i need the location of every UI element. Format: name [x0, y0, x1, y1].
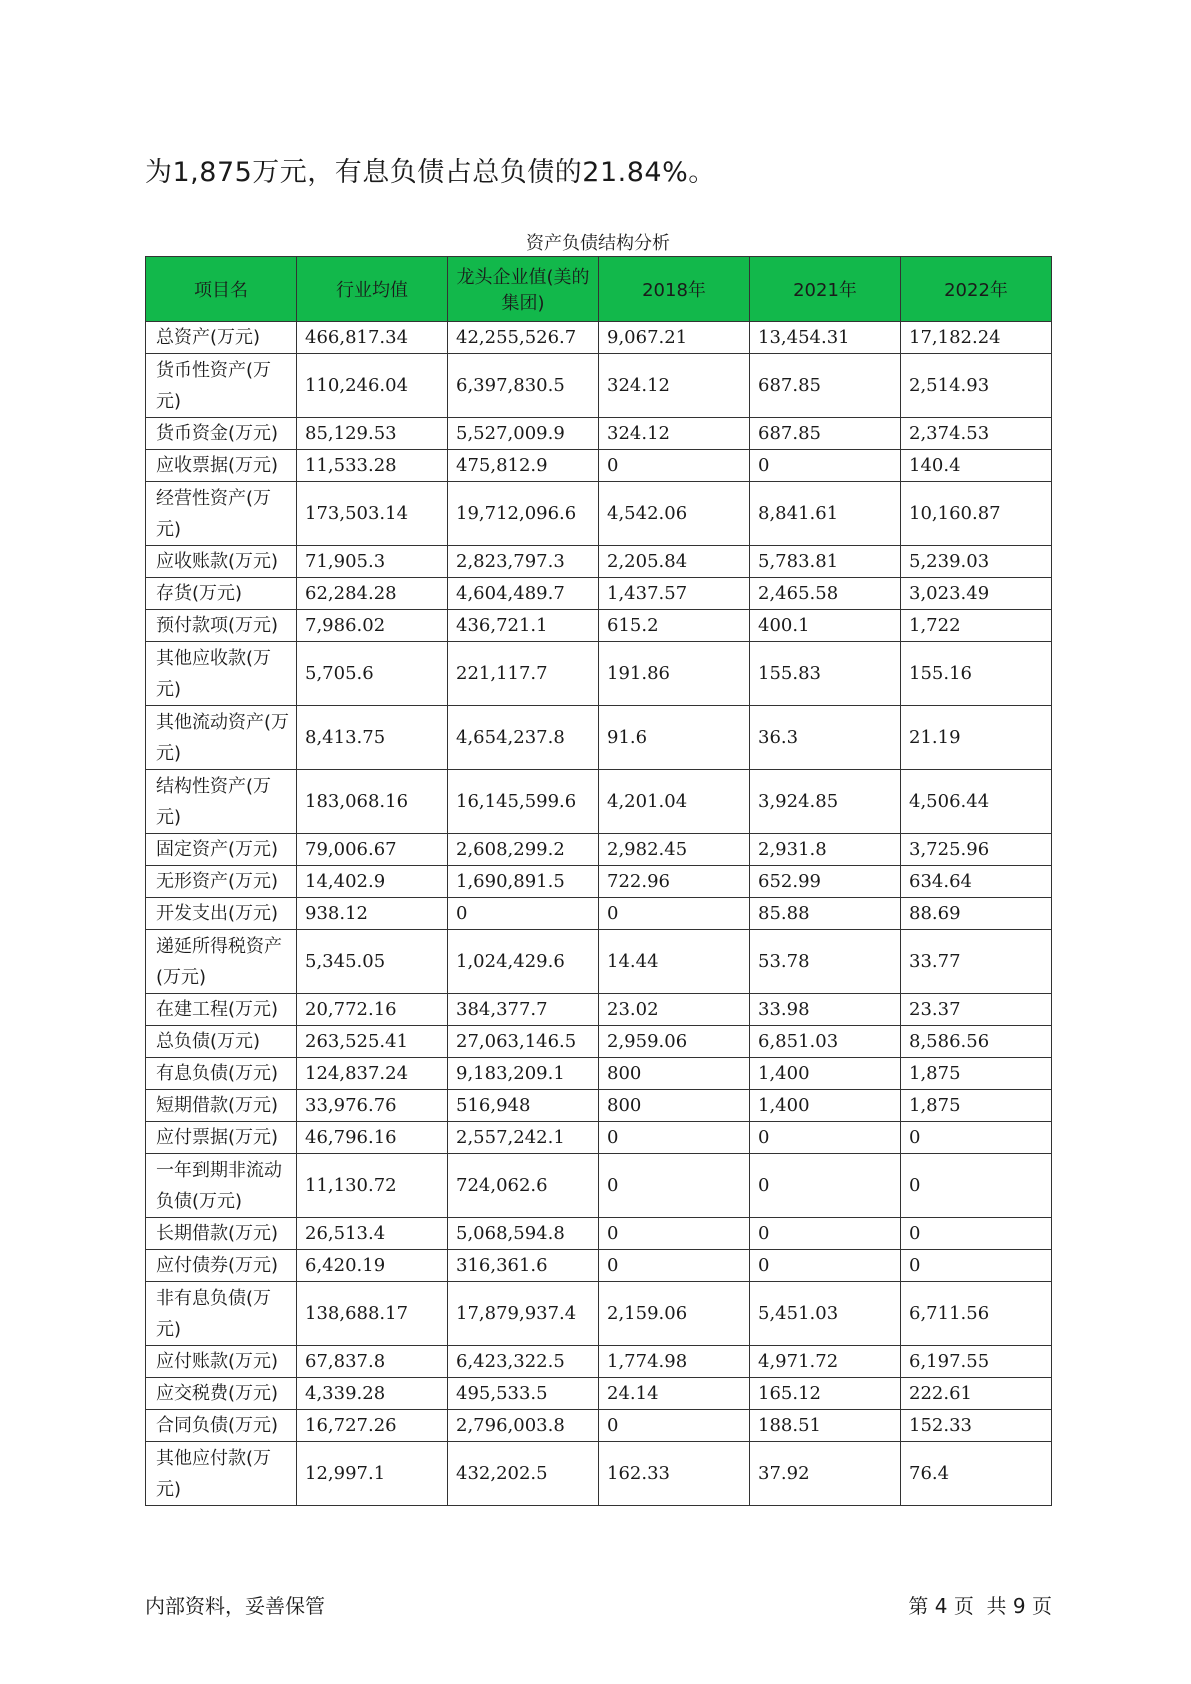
row-label: 货币性资产(万元)	[146, 354, 297, 418]
footer-confidential-note: 内部资料，妥善保管	[145, 1594, 325, 1618]
row-value-cell: 10,160.87	[901, 482, 1052, 546]
row-value-cell: 1,774.98	[599, 1346, 750, 1378]
row-value-cell: 652.99	[750, 866, 901, 898]
row-value-cell: 0	[599, 1154, 750, 1218]
row-value-cell: 724,062.6	[448, 1154, 599, 1218]
table-row	[146, 770, 1052, 834]
row-value-cell: 6,197.55	[901, 1346, 1052, 1378]
row-value-cell: 2,959.06	[599, 1026, 750, 1058]
table-row	[146, 1250, 1052, 1282]
row-label: 有息负债(万元)	[146, 1058, 297, 1090]
row-value-cell: 67,837.8	[297, 1346, 448, 1378]
row-value-cell: 2,931.8	[750, 834, 901, 866]
row-value-cell: 2,465.58	[750, 578, 901, 610]
row-label: 开发支出(万元)	[146, 898, 297, 930]
row-value-cell: 0	[750, 1218, 901, 1250]
row-value-cell: 5,068,594.8	[448, 1218, 599, 1250]
row-value-cell: 2,374.53	[901, 418, 1052, 450]
asset-liability-table	[145, 256, 1052, 1506]
row-value-cell: 0	[750, 450, 901, 482]
row-value-cell: 316,361.6	[448, 1250, 599, 1282]
table-row	[146, 450, 1052, 482]
row-value-cell: 5,239.03	[901, 546, 1052, 578]
row-label: 其他应付款(万元)	[146, 1442, 297, 1506]
row-value-cell: 5,705.6	[297, 642, 448, 706]
row-value-cell: 9,183,209.1	[448, 1058, 599, 1090]
row-label: 合同负债(万元)	[146, 1410, 297, 1442]
table-row	[146, 1378, 1052, 1410]
row-value-cell: 687.85	[750, 418, 901, 450]
row-value-cell: 165.12	[750, 1378, 901, 1410]
row-value-cell: 687.85	[750, 354, 901, 418]
row-value-cell: 110,246.04	[297, 354, 448, 418]
table-row	[146, 930, 1052, 994]
row-value-cell: 5,451.03	[750, 1282, 901, 1346]
table-row	[146, 1154, 1052, 1218]
header-cell-leader: 龙头企业值(美的集团)	[448, 257, 599, 322]
row-value-cell: 5,527,009.9	[448, 418, 599, 450]
row-label: 应付债券(万元)	[146, 1250, 297, 1282]
row-value-cell: 3,924.85	[750, 770, 901, 834]
row-value-cell: 2,205.84	[599, 546, 750, 578]
row-label: 无形资产(万元)	[146, 866, 297, 898]
row-value-cell: 21.19	[901, 706, 1052, 770]
row-value-cell: 432,202.5	[448, 1442, 599, 1506]
header-cell-2018: 2018年	[599, 257, 750, 322]
row-value-cell: 53.78	[750, 930, 901, 994]
row-value-cell: 9,067.21	[599, 322, 750, 354]
row-value-cell: 6,420.19	[297, 1250, 448, 1282]
row-value-cell: 71,905.3	[297, 546, 448, 578]
row-value-cell: 1,722	[901, 610, 1052, 642]
table-row	[146, 546, 1052, 578]
row-label: 其他流动资产(万元)	[146, 706, 297, 770]
row-value-cell: 0	[901, 1154, 1052, 1218]
row-value-cell: 2,608,299.2	[448, 834, 599, 866]
row-value-cell: 91.6	[599, 706, 750, 770]
row-label: 应收票据(万元)	[146, 450, 297, 482]
table-header	[146, 257, 1052, 322]
table-row	[146, 1090, 1052, 1122]
row-value-cell: 88.69	[901, 898, 1052, 930]
row-value-cell: 0	[599, 898, 750, 930]
row-value-cell: 3,725.96	[901, 834, 1052, 866]
row-label: 总负债(万元)	[146, 1026, 297, 1058]
table-row	[146, 1282, 1052, 1346]
row-value-cell: 36.3	[750, 706, 901, 770]
row-value-cell: 4,604,489.7	[448, 578, 599, 610]
row-value-cell: 6,423,322.5	[448, 1346, 599, 1378]
table-body	[146, 322, 1052, 1506]
row-value-cell: 1,437.57	[599, 578, 750, 610]
row-value-cell: 1,875	[901, 1058, 1052, 1090]
row-label: 经营性资产(万元)	[146, 482, 297, 546]
row-value-cell: 5,783.81	[750, 546, 901, 578]
table-row	[146, 1058, 1052, 1090]
row-value-cell: 0	[901, 1122, 1052, 1154]
row-value-cell: 14,402.9	[297, 866, 448, 898]
row-value-cell: 11,130.72	[297, 1154, 448, 1218]
row-value-cell: 17,879,937.4	[448, 1282, 599, 1346]
table-row	[146, 1442, 1052, 1506]
row-value-cell: 2,514.93	[901, 354, 1052, 418]
table-row	[146, 866, 1052, 898]
row-value-cell: 722.96	[599, 866, 750, 898]
row-value-cell: 155.16	[901, 642, 1052, 706]
table-row	[146, 834, 1052, 866]
row-value-cell: 12,997.1	[297, 1442, 448, 1506]
table-row	[146, 1026, 1052, 1058]
row-value-cell: 188.51	[750, 1410, 901, 1442]
row-value-cell: 85,129.53	[297, 418, 448, 450]
intro-paragraph: 为1,875万元，有息负债占总负债的21.84%。	[145, 157, 716, 188]
row-value-cell: 138,688.17	[297, 1282, 448, 1346]
table-row	[146, 578, 1052, 610]
row-value-cell: 3,023.49	[901, 578, 1052, 610]
row-value-cell: 2,796,003.8	[448, 1410, 599, 1442]
row-value-cell: 466,817.34	[297, 322, 448, 354]
row-value-cell: 615.2	[599, 610, 750, 642]
table-row	[146, 322, 1052, 354]
table-row	[146, 482, 1052, 546]
row-value-cell: 37.92	[750, 1442, 901, 1506]
row-label: 短期借款(万元)	[146, 1090, 297, 1122]
row-value-cell: 4,654,237.8	[448, 706, 599, 770]
row-value-cell: 1,024,429.6	[448, 930, 599, 994]
row-value-cell: 4,201.04	[599, 770, 750, 834]
row-value-cell: 516,948	[448, 1090, 599, 1122]
row-value-cell: 8,413.75	[297, 706, 448, 770]
row-value-cell: 23.37	[901, 994, 1052, 1026]
table-row	[146, 1346, 1052, 1378]
row-label: 应交税费(万元)	[146, 1378, 297, 1410]
row-value-cell: 14.44	[599, 930, 750, 994]
row-value-cell: 8,586.56	[901, 1026, 1052, 1058]
row-value-cell: 400.1	[750, 610, 901, 642]
row-value-cell: 173,503.14	[297, 482, 448, 546]
row-value-cell: 263,525.41	[297, 1026, 448, 1058]
row-value-cell: 800	[599, 1058, 750, 1090]
row-value-cell: 20,772.16	[297, 994, 448, 1026]
row-value-cell: 17,182.24	[901, 322, 1052, 354]
row-value-cell: 19,712,096.6	[448, 482, 599, 546]
row-value-cell: 4,506.44	[901, 770, 1052, 834]
row-label: 在建工程(万元)	[146, 994, 297, 1026]
row-value-cell: 324.12	[599, 418, 750, 450]
row-label: 应收账款(万元)	[146, 546, 297, 578]
row-value-cell: 85.88	[750, 898, 901, 930]
row-value-cell: 27,063,146.5	[448, 1026, 599, 1058]
row-value-cell: 8,841.61	[750, 482, 901, 546]
table-row	[146, 610, 1052, 642]
table-row	[146, 1410, 1052, 1442]
table-row	[146, 1122, 1052, 1154]
row-label: 递延所得税资产(万元)	[146, 930, 297, 994]
row-value-cell: 26,513.4	[297, 1218, 448, 1250]
row-label: 长期借款(万元)	[146, 1218, 297, 1250]
row-value-cell: 4,971.72	[750, 1346, 901, 1378]
row-value-cell: 1,690,891.5	[448, 866, 599, 898]
row-value-cell: 33,976.76	[297, 1090, 448, 1122]
row-value-cell: 2,982.45	[599, 834, 750, 866]
header-row	[146, 257, 1052, 322]
row-value-cell: 1,400	[750, 1058, 901, 1090]
row-value-cell: 33.77	[901, 930, 1052, 994]
row-value-cell: 1,875	[901, 1090, 1052, 1122]
row-value-cell: 634.64	[901, 866, 1052, 898]
row-value-cell: 221,117.7	[448, 642, 599, 706]
header-cell-2022: 2022年	[901, 257, 1052, 322]
row-value-cell: 2,823,797.3	[448, 546, 599, 578]
row-value-cell: 191.86	[599, 642, 750, 706]
row-value-cell: 140.4	[901, 450, 1052, 482]
row-value-cell: 0	[750, 1250, 901, 1282]
row-value-cell: 0	[901, 1218, 1052, 1250]
row-value-cell: 0	[599, 1410, 750, 1442]
row-value-cell: 2,557,242.1	[448, 1122, 599, 1154]
row-label: 应付票据(万元)	[146, 1122, 297, 1154]
row-value-cell: 0	[750, 1154, 901, 1218]
row-label: 总资产(万元)	[146, 322, 297, 354]
table-row	[146, 418, 1052, 450]
row-value-cell: 0	[901, 1250, 1052, 1282]
header-cell-item: 项目名	[146, 257, 297, 322]
row-value-cell: 2,159.06	[599, 1282, 750, 1346]
row-label: 其他应收款(万元)	[146, 642, 297, 706]
table-row	[146, 642, 1052, 706]
row-value-cell: 436,721.1	[448, 610, 599, 642]
row-value-cell: 0	[599, 1218, 750, 1250]
row-value-cell: 938.12	[297, 898, 448, 930]
row-label: 存货(万元)	[146, 578, 297, 610]
table-caption: 资产负债结构分析	[526, 233, 670, 254]
row-value-cell: 62,284.28	[297, 578, 448, 610]
row-value-cell: 42,255,526.7	[448, 322, 599, 354]
row-value-cell: 155.83	[750, 642, 901, 706]
row-value-cell: 33.98	[750, 994, 901, 1026]
row-value-cell: 6,397,830.5	[448, 354, 599, 418]
row-value-cell: 5,345.05	[297, 930, 448, 994]
header-cell-2021: 2021年	[750, 257, 901, 322]
header-cell-industry-avg: 行业均值	[297, 257, 448, 322]
row-value-cell: 23.02	[599, 994, 750, 1026]
row-label: 应付账款(万元)	[146, 1346, 297, 1378]
row-label: 一年到期非流动负债(万元)	[146, 1154, 297, 1218]
row-value-cell: 124,837.24	[297, 1058, 448, 1090]
table-row	[146, 354, 1052, 418]
table-row	[146, 994, 1052, 1026]
table-row	[146, 706, 1052, 770]
row-value-cell: 79,006.67	[297, 834, 448, 866]
row-value-cell: 16,727.26	[297, 1410, 448, 1442]
row-value-cell: 0	[599, 1122, 750, 1154]
table-row	[146, 898, 1052, 930]
row-label: 非有息负债(万元)	[146, 1282, 297, 1346]
row-value-cell: 7,986.02	[297, 610, 448, 642]
row-value-cell: 0	[599, 450, 750, 482]
row-value-cell: 324.12	[599, 354, 750, 418]
row-value-cell: 0	[750, 1122, 901, 1154]
row-value-cell: 4,339.28	[297, 1378, 448, 1410]
row-value-cell: 11,533.28	[297, 450, 448, 482]
row-value-cell: 152.33	[901, 1410, 1052, 1442]
row-value-cell: 16,145,599.6	[448, 770, 599, 834]
row-label: 固定资产(万元)	[146, 834, 297, 866]
row-value-cell: 162.33	[599, 1442, 750, 1506]
row-label: 货币资金(万元)	[146, 418, 297, 450]
row-value-cell: 6,711.56	[901, 1282, 1052, 1346]
row-value-cell: 495,533.5	[448, 1378, 599, 1410]
row-value-cell: 76.4	[901, 1442, 1052, 1506]
row-value-cell: 13,454.31	[750, 322, 901, 354]
table-row	[146, 1218, 1052, 1250]
row-value-cell: 24.14	[599, 1378, 750, 1410]
row-value-cell: 384,377.7	[448, 994, 599, 1026]
row-value-cell: 6,851.03	[750, 1026, 901, 1058]
row-label: 预付款项(万元)	[146, 610, 297, 642]
row-value-cell: 222.61	[901, 1378, 1052, 1410]
row-value-cell: 183,068.16	[297, 770, 448, 834]
row-value-cell: 46,796.16	[297, 1122, 448, 1154]
row-value-cell: 475,812.9	[448, 450, 599, 482]
row-label: 结构性资产(万元)	[146, 770, 297, 834]
row-value-cell: 0	[599, 1250, 750, 1282]
row-value-cell: 1,400	[750, 1090, 901, 1122]
row-value-cell: 0	[448, 898, 599, 930]
row-value-cell: 4,542.06	[599, 482, 750, 546]
row-value-cell: 800	[599, 1090, 750, 1122]
footer-page-number: 第 4 页 共 9 页	[908, 1594, 1052, 1618]
